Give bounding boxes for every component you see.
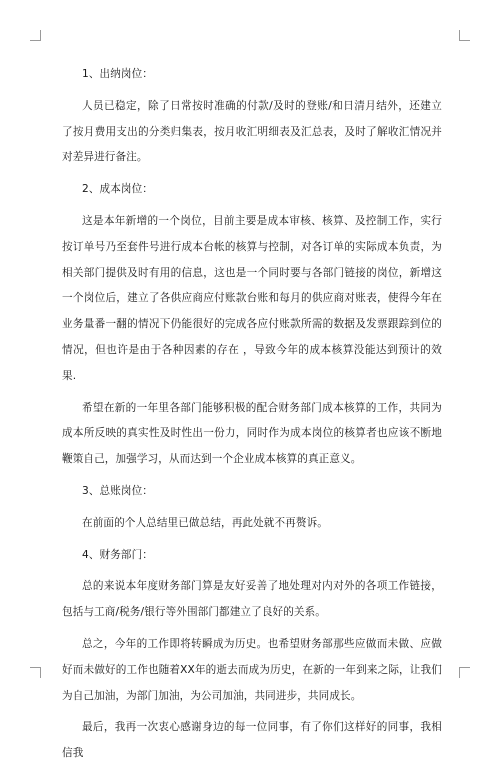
paragraph-cashier: 人员已稳定，除了日常按时准确的付款/及时的登账/和日清月结外，还建立了按月费用支出的分类归集表，按月收汇明细表及汇总表，及时了解收汇情况并对差异进行备注。: [62, 99, 442, 164]
paragraph-ledger: 在前面的个人总结里已做总结，再此处就不再赘诉。: [82, 516, 328, 529]
crop-mark-bottom-right: [459, 667, 470, 678]
paragraph-cost-2: 希望在新的一年里各部门能够积极的配合财务部门成本核算的工作，共同为成本所反映的真实性及时性出一份力，同时作为成本岗位的核算者也应该不断地鞭策自己，加强学习，从而达到一个企业成本核算的真正意义。: [62, 401, 442, 466]
paragraph-cost-1: 这是本年新增的一个岗位，目前主要是成本审核、核算、及控制工作，实行按订单号乃至套件号进行成本台帐的核算与控制，对各订单的实际成本负责，为相关部门提供及时有用的信息，这也是一个同时要与各部门链接的岗位，新增这一个岗位后，建立了各供应商应付账款台账和每月的供应商对账表，使得今年在业务量番一翻的情况下仍能很好的完成各应付账款所需的数据及发票跟踪到位的情况，但也许是由于各种因素的存在 ，导致今年的成本核算没能达到预计的效果.: [62, 214, 442, 382]
paragraph-summary: 总之，今年的工作即将转瞬成为历史。也希望财务部那些应做而未做、应做好而未做好的工作也随着XX年的逝去而成为历史，在新的一年到来之际，让我们为自己加油，为部门加油，为公司加油，共同进步，共同成长。: [62, 637, 442, 702]
paragraph-closing: 最后，我再一次衷心感谢身边的每一位同事，有了你们这样好的同事，我相信我: [62, 721, 442, 760]
paragraph-finance-dept: 总的来说本年度财务部门算是友好妥善了地处理对内对外的各项工作链接，包括与工商/税务/银行等外围部门都建立了良好的关系。: [62, 580, 442, 619]
section-heading-finance-dept: 4、财务部门：: [82, 548, 154, 561]
crop-mark-bottom-left: [30, 667, 41, 678]
crop-mark-top-right: [459, 30, 470, 41]
section-heading-ledger: 3、总账岗位：: [82, 484, 154, 497]
section-heading-cashier: 1、出纳岗位：: [82, 68, 154, 80]
document-body: [62, 62, 442, 773]
section-heading-cost: 2、成本岗位：: [82, 183, 154, 196]
crop-mark-top-left: [30, 30, 41, 41]
